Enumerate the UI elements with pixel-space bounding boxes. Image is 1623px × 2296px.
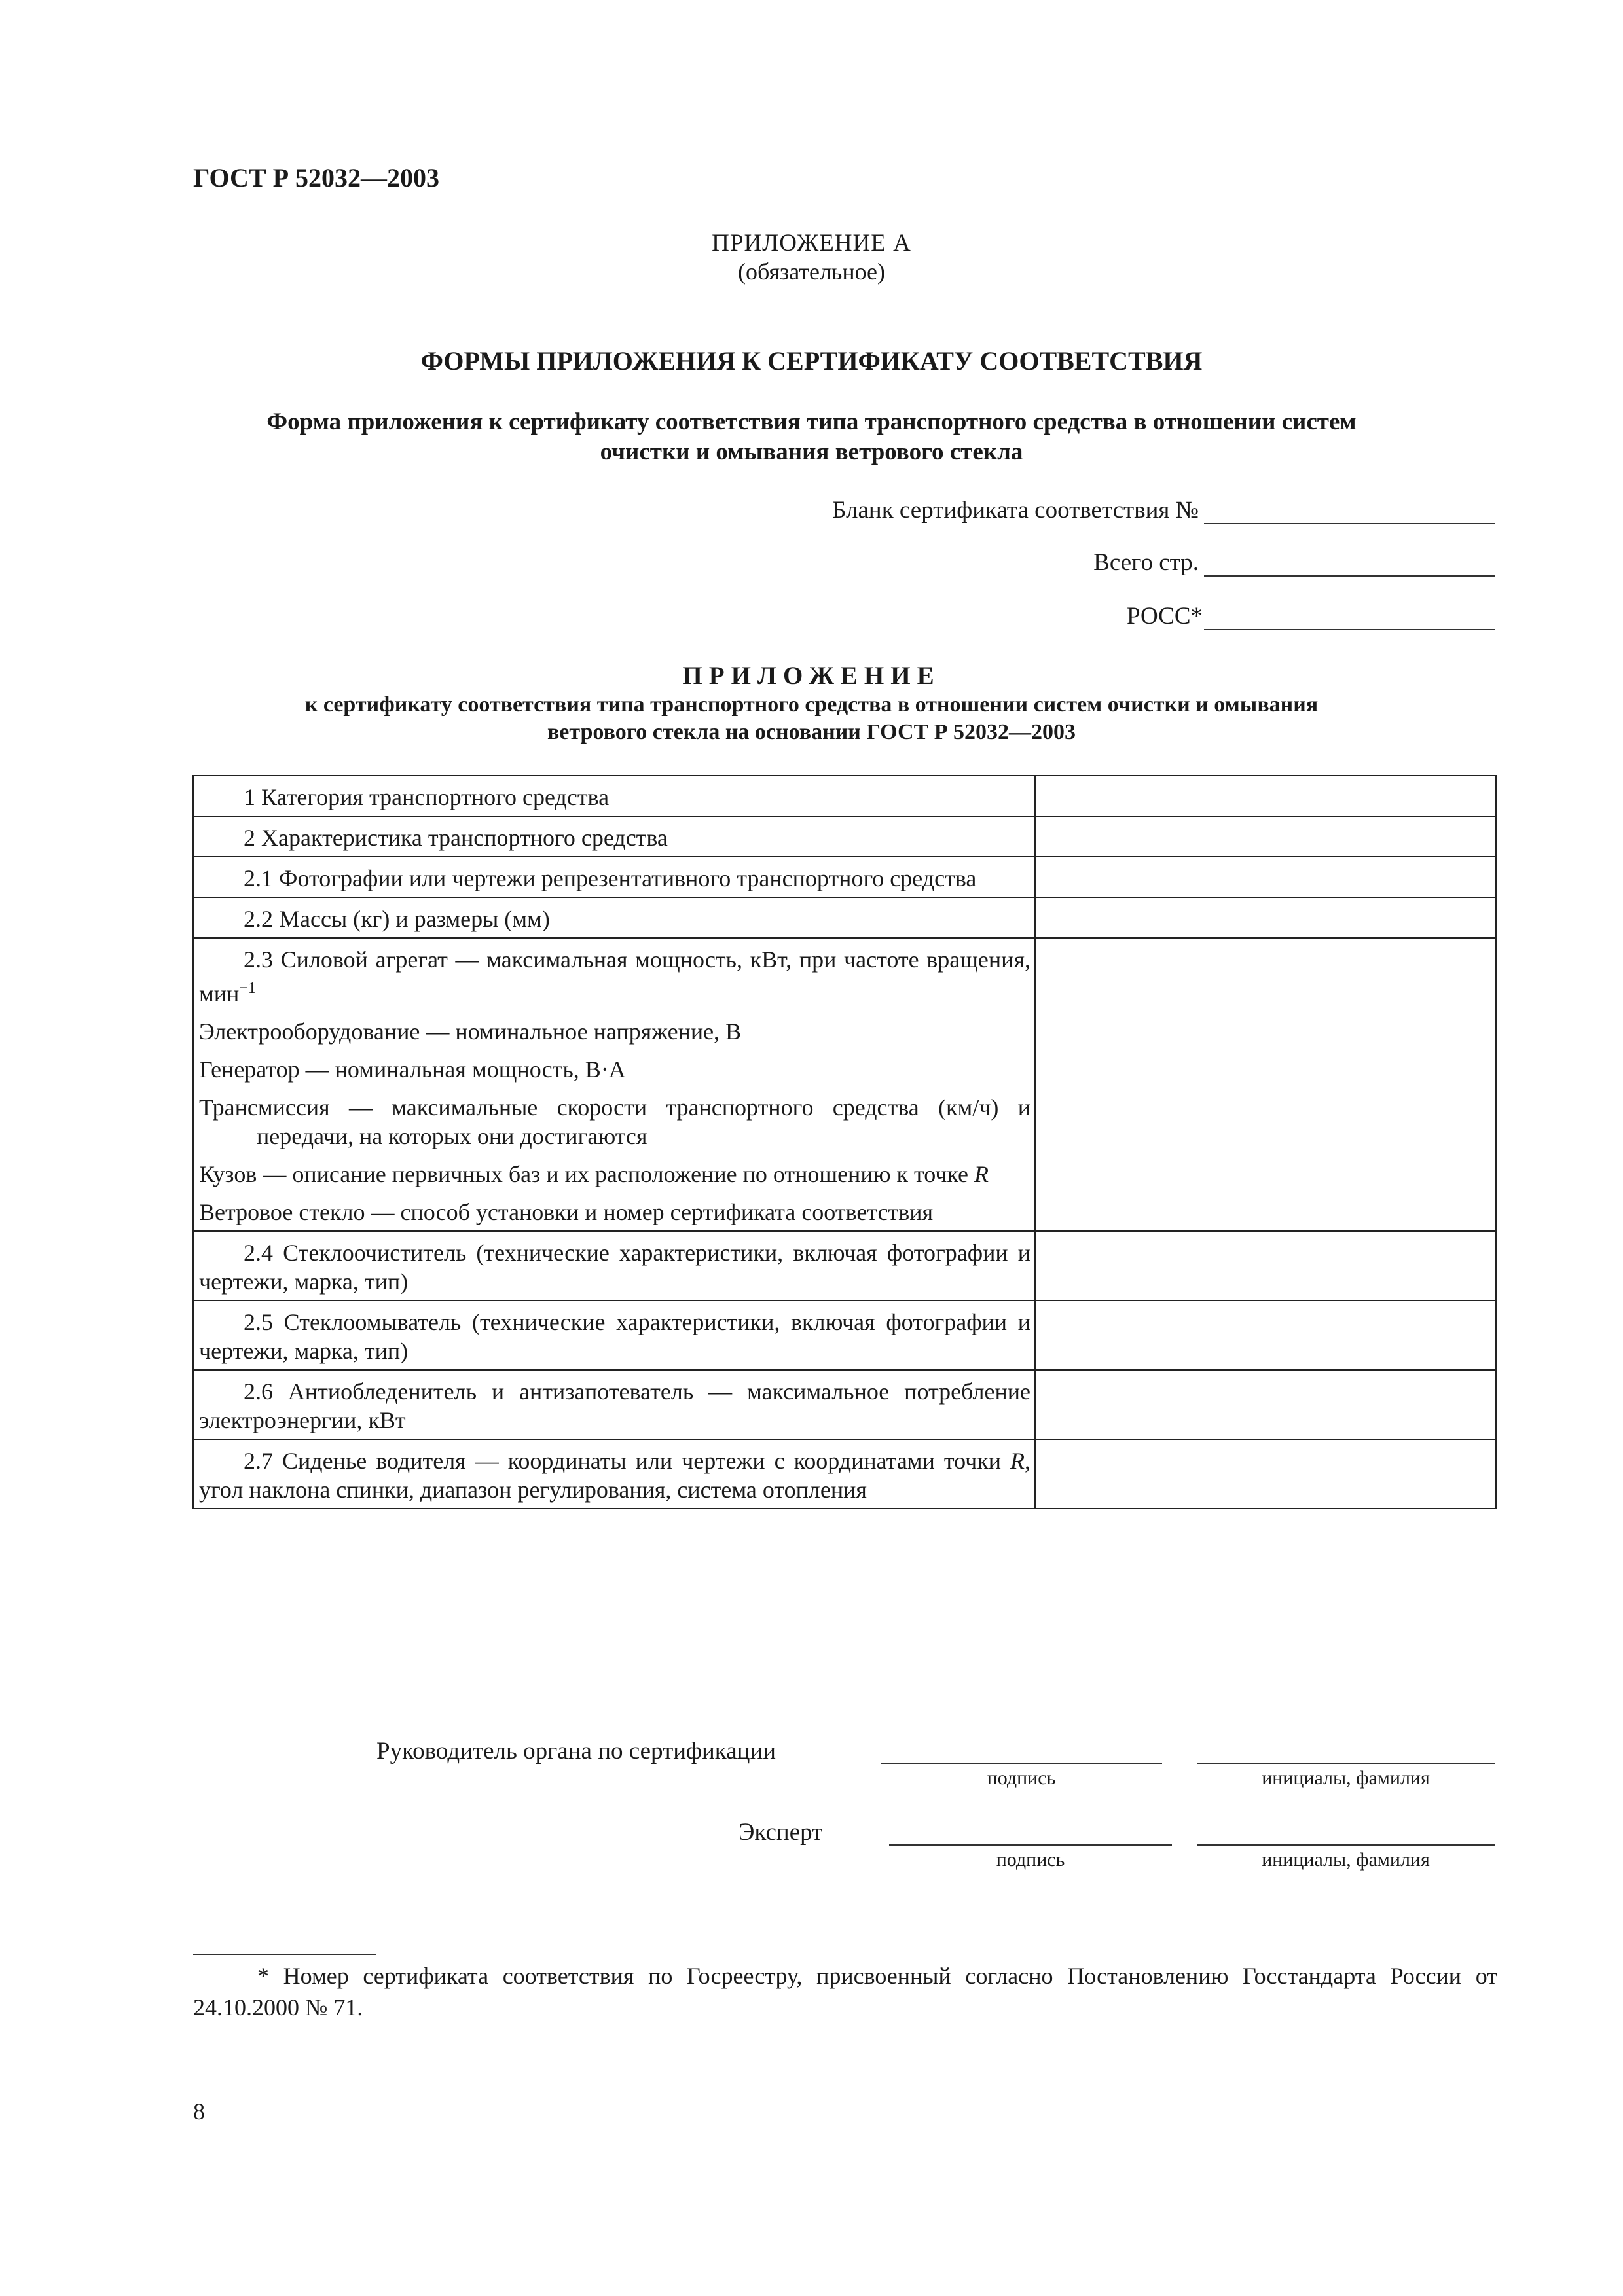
document-standard-header: ГОСТ Р 52032—2003 [193,163,440,192]
value-cell-driver-seat[interactable] [1035,1439,1496,1509]
table-row [193,776,1496,816]
table-row [193,897,1496,938]
total-pages-input[interactable] [1204,556,1495,577]
head-of-certification-label: Руководитель органа по сертификации [376,1738,776,1765]
value-cell-vehicle-characteristics[interactable] [1035,816,1496,857]
form-subtitle [0,407,1623,467]
page-number: 8 [193,2098,205,2125]
row-vehicle-category: 1 Категория транспортного средства [193,776,1035,816]
expert-signature-line[interactable] [889,1844,1172,1846]
body-text: Кузов — описание первичных баз и их расположение по отношению к точке [199,1161,968,1187]
total-pages-field[interactable] [1093,548,1495,577]
head-name-line[interactable] [1197,1763,1495,1764]
form-subtitle-line2: очистки и омывания ветрового стекла [600,439,1023,465]
footnote-divider [193,1954,376,1955]
row-wiper: 2.4 Стеклоочиститель (технические характеристики, включая фотографии и чертежи, марка, тип) [193,1231,1035,1300]
driver-seat-text-b: , угол наклона спинки, диапазон регулирования, система отопления [199,1448,1030,1503]
appendix-note: (обязательное) [738,259,885,285]
pril-title: ПРИЛОЖЕНИЕ [682,662,941,690]
expert-label: Эксперт [739,1819,823,1846]
total-pages-label: Всего стр. [1093,549,1199,576]
expert-name-caption: инициалы, фамилия [1262,1849,1430,1871]
driver-seat-point-r: R [1010,1448,1025,1474]
generator-item: Генератор — номинальная мощность, В·А [199,1056,626,1083]
ross-number-field[interactable] [1127,602,1495,630]
powertrain-text: 2.3 Силовой агрегат — максимальная мощность, кВт, при частоте вращения, мин [199,946,1030,1007]
row-photos-drawings: 2.1 Фотографии или чертежи репрезентативного транспортного средства [193,857,1035,897]
value-cell-defroster-demister[interactable] [1035,1370,1496,1439]
value-cell-vehicle-category[interactable] [1035,776,1496,816]
row-masses-dimensions: 2.2 Массы (кг) и размеры (мм) [193,897,1035,938]
expert-name-line[interactable] [1197,1844,1495,1846]
body-point-r: R [974,1161,989,1187]
head-name-caption: инициалы, фамилия [1262,1767,1430,1789]
pril-subtitle-line1: к сертификату соответствия типа транспортного средства в отношении систем очистки и омывания [304,692,1319,717]
table-row [193,1370,1496,1439]
table-row [193,816,1496,857]
table-row [193,938,1496,1231]
row-washer: 2.5 Стеклоомыватель (технические характеристики, включая фотографии и чертежи, марка, тип) [193,1300,1035,1370]
certificate-form-number-label: Бланк сертификата соответствия № [832,497,1199,524]
certificate-form-number-field[interactable] [832,496,1495,524]
electrical-item: Электрооборудование — номинальное напряжение, В [199,1018,742,1045]
driver-seat-text-a: 2.7 Сиденье водителя — координаты или чертежи с координатами точки [244,1448,1002,1474]
form-subtitle-line1: Форма приложения к сертификату соответствия типа транспортного средства в отношении систем [266,408,1357,435]
table-row [193,1231,1496,1300]
transmission-item: Трансмиссия — максимальные скорости транспортного средства (км/ч) и передачи, на которых они достигаются [199,1094,1030,1149]
footnote: * Номер сертификата соответствия по Госреестру, присвоенный согласно Постановлению Госстандарта России от 24.10.2000 № 71. [193,1963,1497,2020]
value-cell-powertrain-group[interactable] [1035,938,1496,1231]
body-item [199,1160,1030,1189]
row-powertrain-group [193,938,1035,1231]
appendix-title: ПРИЛОЖЕНИЕ А [712,230,911,257]
powertrain-item [199,945,1030,1008]
ross-number-input[interactable] [1204,609,1495,630]
value-cell-wiper[interactable] [1035,1231,1496,1300]
head-signature-line[interactable] [881,1763,1162,1764]
value-cell-photos-drawings[interactable] [1035,857,1496,897]
head-signature-caption: подпись [987,1767,1056,1789]
row-defroster-demister: 2.6 Антиобледенитель и антизапотеватель — максимальное потребление электроэнергии, кВт [193,1370,1035,1439]
forms-title: ФОРМЫ ПРИЛОЖЕНИЯ К СЕРТИФИКАТУ СООТВЕТСТВИЯ [420,346,1203,376]
row-driver-seat [193,1439,1035,1509]
row-vehicle-characteristics: 2 Характеристика транспортного средства [193,816,1035,857]
table-row [193,857,1496,897]
pril-subtitle-line2: ветрового стекла на основании ГОСТ Р 52032—2003 [547,720,1076,744]
pril-subtitle [0,691,1623,746]
ross-label: РОСС* [1126,603,1203,630]
value-cell-masses-dimensions[interactable] [1035,897,1496,938]
windshield-item: Ветровое стекло — способ установки и номер сертификата соответствия [199,1199,934,1225]
table-row [193,1439,1496,1509]
expert-signature-caption: подпись [996,1849,1065,1871]
certificate-appendix-table [192,775,1497,1509]
value-cell-washer[interactable] [1035,1300,1496,1370]
certificate-form-number-input[interactable] [1204,503,1495,524]
powertrain-unit-sup: −1 [239,980,256,997]
table-row [193,1300,1496,1370]
